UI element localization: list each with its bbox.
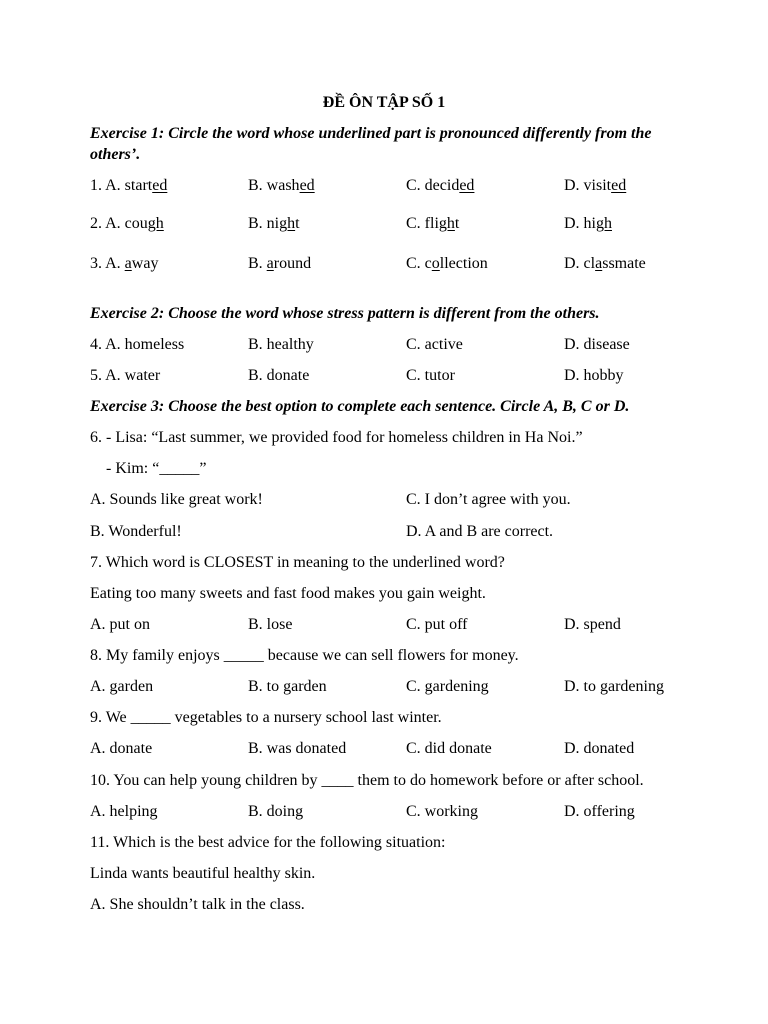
q9-option-d: D. donated [564,740,635,757]
q10-option-c: C. working [406,803,478,820]
q11-option-a: A. She shouldn’t talk in the class. [90,896,305,913]
q2-option-b: B. night [248,215,300,232]
q11-question: 11. Which is the best advice for the following situation: [90,834,446,851]
exercise-2-heading: Exercise 2: Choose the word whose stress pattern is different from the others. [90,305,600,322]
q10-option-a: A. helping [90,803,158,820]
q10-option-d: D. offering [564,803,635,820]
exercise-1-heading: Exercise 1: Circle the word whose underlined part is pronounced differently from the [90,125,652,142]
exercise-3-heading: Exercise 3: Choose the best option to complete each sentence. Circle A, B, C or D. [90,398,630,415]
q2-option-d: D. high [564,215,612,232]
q6-option-a: A. Sounds like great work! [90,491,263,508]
q2-option-a: 2. A. cough [90,215,164,232]
q9-option-a: A. donate [90,740,153,757]
q3-option-b: B. around [248,255,312,272]
q8-question: 8. My family enjoys _____ because we can sell flowers for money. [90,647,519,664]
q9-option-c: C. did donate [406,740,492,757]
q4-option-b: B. healthy [248,336,314,353]
q3-option-c: C. collection [406,255,488,272]
q7-question: 7. Which word is CLOSEST in meaning to the underlined word? [90,554,505,571]
q10-question: 10. You can help young children by ____ them to do homework before or after school. [90,772,644,789]
q5-option-b: B. donate [248,367,310,384]
q3-option-a: 3. A. away [90,255,159,272]
q11-situation: Linda wants beautiful healthy skin. [90,865,316,882]
q1-option-c: C. decided [406,177,475,194]
exercise-1-heading-cont: others’. [90,146,141,163]
q6-option-d: D. A and B are correct. [406,523,554,540]
q4-option-d: D. disease [564,336,630,353]
q6-dialogue-lisa: 6. - Lisa: “Last summer, we provided food for homeless children in Ha Noi.” [90,429,583,446]
q9-option-b: B. was donated [248,740,347,757]
q3-option-d: D. classmate [564,255,646,272]
q1-option-b: B. washed [248,177,315,194]
q7-option-a: A. put on [90,616,150,633]
q7-option-d: D. spend [564,616,621,633]
q4-option-a: 4. A. homeless [90,336,185,353]
q8-option-d: D. to gardening [564,678,664,695]
q4-option-c: C. active [406,336,463,353]
q1-option-d: D. visited [564,177,627,194]
q6-option-b: B. Wonderful! [90,523,182,540]
q6-option-c: C. I don’t agree with you. [406,491,571,508]
q6-dialogue-kim: - Kim: “_____” [106,460,207,477]
q1-option-a: 1. A. started [90,177,168,194]
q9-question: 9. We _____ vegetables to a nursery school last winter. [90,709,442,726]
q5-option-d: D. hobby [564,367,624,384]
q7-sentence: Eating too many sweets and fast food makes you gain weight. [90,585,486,602]
q8-option-b: B. to garden [248,678,327,695]
q2-option-c: C. flight [406,215,460,232]
q8-option-c: C. gardening [406,678,489,695]
q5-option-c: C. tutor [406,367,455,384]
q8-option-a: A. garden [90,678,154,695]
page-title: ĐỀ ÔN TẬP SỐ 1 [322,94,446,111]
q7-option-c: C. put off [406,616,468,633]
q5-option-a: 5. A. water [90,367,161,384]
q7-option-b: B. lose [248,616,293,633]
q10-option-b: B. doing [248,803,304,820]
